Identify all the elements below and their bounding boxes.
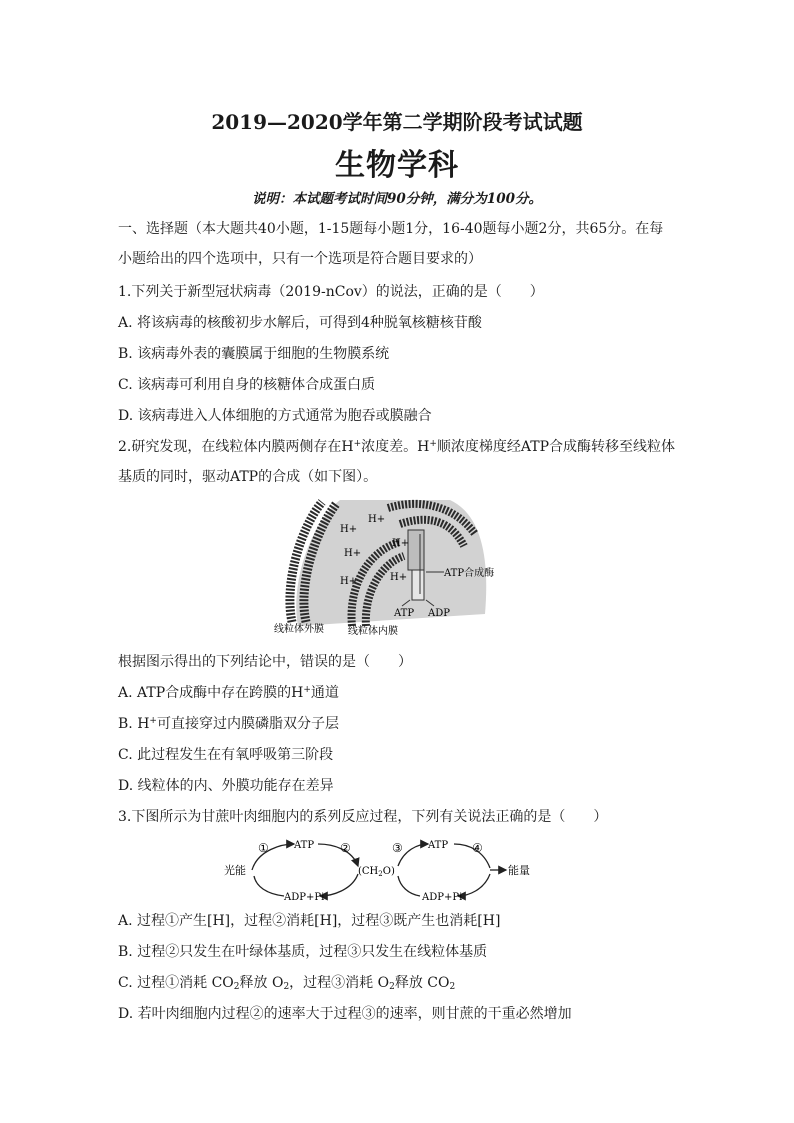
h-plus-label: H+ [368,514,386,525]
adp-return-left [320,874,358,896]
energy-label: 能量 [508,864,530,877]
step-4-marker: ④ [472,841,483,855]
h-plus-label: H+ [340,576,358,587]
q2-option-d: D. 线粒体的内、外膜功能存在差异 [118,778,334,794]
adp-return-right [458,874,490,896]
q1-option-d: D. 该病毒进入人体细胞的方式通常为胞吞或膜融合 [118,408,432,424]
superscript-plus: + [303,685,311,695]
q1-stem: 1.下列关于新型冠状病毒（2019-nCov）的说法，正确的是（ ） [118,284,544,300]
step-1-marker: ① [258,841,269,855]
adp-label: ADP [428,608,450,619]
q3-option-b: B. 过程②只发生在叶绿体基质，过程③只发生在线粒体基质 [118,944,488,960]
q3-option-c-part3: ，过程③消耗 O [289,975,390,991]
section-instruction-line2: 小题给出的四个选项中，只有一个选项是符合题目要求的） [118,251,482,267]
q2-question: 根据图示得出的下列结论中，错误的是（ ） [118,654,412,670]
q2-option-a-part1: A. ATP合成酶中存在跨膜的H [118,685,304,701]
q2-option-b-part2: 可直接穿过内膜磷脂双分子层 [156,716,339,732]
q2-option-a-part2: 通道 [310,685,339,701]
atp-cycle-figure [222,834,530,904]
inner-membrane-label: 线粒体内膜 [348,626,398,637]
carbohydrate-label: $(CH_2O)$ [358,866,395,878]
q3-option-a: A. 过程①产生[H]，过程②消耗[H]，过程③既产生也消耗[H] [118,913,501,929]
step-2-marker: ② [340,841,351,855]
section-instruction-line1: 一、选择题（本大题共40小题，1-15题每小题1分，16-40题每小题2分，共65分。在每 [118,221,664,237]
superscript-plus: + [149,716,157,726]
exam-note: 说明：本试题考试时间90分钟，满分为100分。 [252,191,542,207]
q3-option-c-part4: 释放 CO [394,975,450,991]
adp-label-left: ADP+Pi [284,892,325,903]
atp-synthase-label: ATP合成酶 [444,568,495,579]
subscript-2: 2 [233,982,240,992]
q1-option-c: C. 该病毒可利用自身的核糖体合成蛋白质 [118,377,376,393]
q3-option-c-part1: C. 过程①消耗 CO [118,975,234,991]
light-energy-label: 光能 [224,864,246,877]
q2-stem-line1 [118,436,675,456]
superscript-plus: + [353,439,362,449]
q3-option-c-part2: 释放 O [239,975,284,991]
h-plus-label: H+ [390,572,408,583]
subject-title: 生物学科 [335,148,459,183]
h-plus-label: H+ [392,538,410,549]
q1-option-a: A. 将该病毒的核酸初步水解后，可得到4种脱氧核糖核苷酸 [118,315,482,331]
adp-cycle-right [398,876,420,896]
subscript-2: 2 [283,982,290,992]
mitochondria-membrane-figure [270,494,520,640]
superscript-plus: + [429,439,437,449]
q2-option-b-part1: B. H [118,716,150,732]
q2-option-a [118,682,339,702]
outer-membrane-label: 线粒体外膜 [274,624,324,635]
q2-option-c: C. 此过程发生在有氧呼吸第三阶段 [118,747,334,763]
atp-synthase-stalk [412,570,424,600]
q2-stem-part2: 浓度差。H [361,439,430,455]
atp-label: ATP [394,608,415,619]
q2-stem-line2: 基质的同时，驱动ATP的合成（如下图）。 [118,469,378,485]
q2-option-b [118,713,339,733]
step-3-marker: ③ [392,841,403,855]
atp-label-right: ATP [428,840,449,851]
adp-cycle-left [254,876,284,896]
q2-stem-part3: 顺浓度梯度经ATP合成酶转移至线粒体 [436,439,675,455]
process-2-arrow [318,844,358,866]
q3-option-c [118,972,455,992]
subscript-2: 2 [449,982,456,992]
h-plus-label: H+ [344,548,362,559]
q2-stem-part1: 2.研究发现，在线粒体内膜两侧存在H [118,439,354,455]
exam-title: 2019—2020学年第二学期阶段考试试题 [211,110,583,134]
atp-label-left: ATP [294,840,315,851]
adp-label-right: ADP+Pi [422,892,463,903]
q3-stem: 3.下图所示为甘蔗叶肉细胞内的系列反应过程，下列有关说法正确的是（ ） [118,809,608,825]
h-plus-label: H+ [340,524,358,535]
q1-option-b: B. 该病毒外表的囊膜属于细胞的生物膜系统 [118,346,390,362]
subscript-2: 2 [389,982,395,992]
q3-option-d: D. 若叶肉细胞内过程②的速率大于过程③的速率，则甘蔗的干重必然增加 [118,1006,572,1022]
atp-synthase-channel [408,530,424,570]
